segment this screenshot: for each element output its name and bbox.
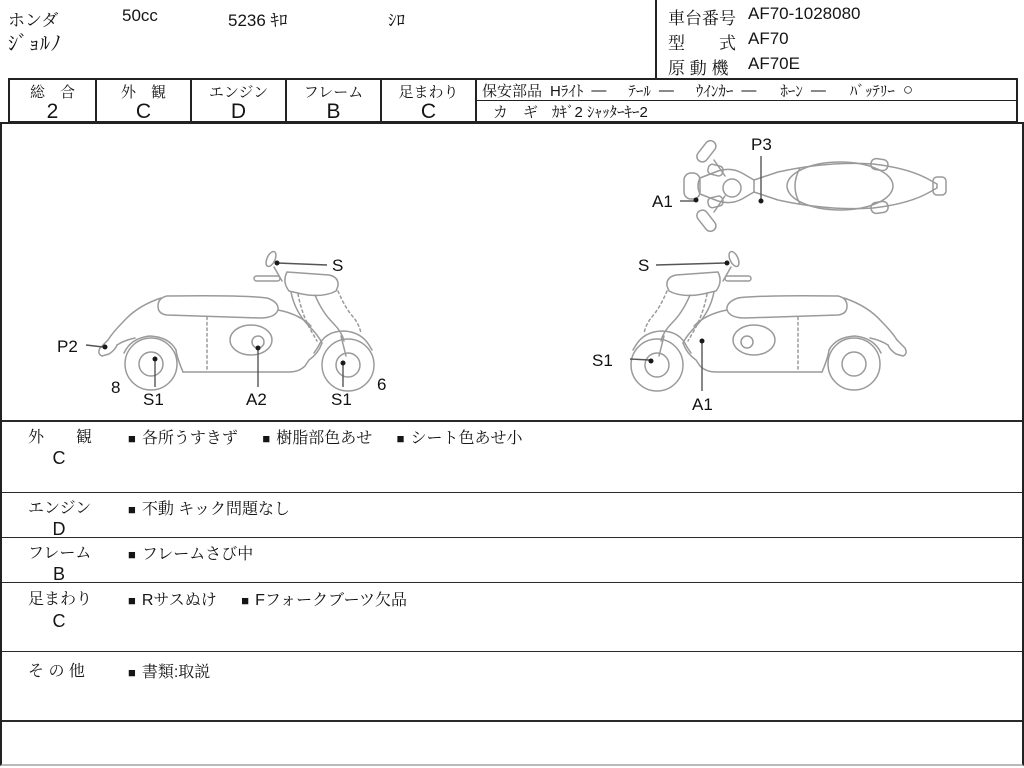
section-divider bbox=[2, 420, 1022, 422]
note-item: ■ シート色あせ小 bbox=[396, 430, 523, 447]
rating-frame bbox=[287, 80, 382, 121]
engine-model-label: 原 動 機 bbox=[668, 59, 729, 78]
note-bullet: ■ bbox=[128, 665, 136, 680]
section-frame-label: フレーム bbox=[28, 545, 92, 562]
safety-parts-row bbox=[477, 80, 1016, 101]
rating-exterior bbox=[97, 80, 192, 121]
battery-status-circle: ○ bbox=[902, 80, 914, 99]
note-item: ■ 樹脂部色あせ bbox=[262, 430, 373, 447]
section-divider bbox=[2, 537, 1022, 538]
section-divider bbox=[2, 582, 1022, 583]
rating-frame-grade: B bbox=[326, 100, 341, 123]
rating-frame-label: フレーム bbox=[303, 84, 364, 101]
damage-label-p2: P2 bbox=[57, 337, 78, 356]
top-view-leader-lines bbox=[680, 156, 764, 204]
note-bullet: ■ bbox=[128, 593, 136, 608]
damage-label-s1-rear: S1 bbox=[143, 390, 164, 409]
section-divider bbox=[2, 492, 1022, 493]
rating-overall-grade: 2 bbox=[46, 100, 59, 123]
damage-label-p3: P3 bbox=[751, 135, 772, 154]
section-frame-notes bbox=[128, 541, 273, 564]
section-exterior-grade: C bbox=[52, 448, 66, 468]
note-bullet: ■ bbox=[241, 593, 250, 608]
note-bullet: ■ bbox=[128, 502, 136, 517]
section-divider bbox=[2, 651, 1022, 652]
mileage: 5236 ｷﾛ bbox=[228, 11, 288, 30]
safety-horn: ﾎｰﾝ — bbox=[780, 81, 826, 100]
damage-label-8: 8 bbox=[111, 378, 121, 397]
damage-label-a1-top: A1 bbox=[652, 192, 673, 211]
type-label: 型 式 bbox=[668, 34, 736, 53]
rating-overall-label: 総 合 bbox=[29, 84, 75, 101]
damage-label-a2: A2 bbox=[246, 390, 267, 409]
section-undercarriage-notes bbox=[128, 587, 427, 610]
ratings-table bbox=[8, 78, 1018, 123]
scooter-left-side-diagram bbox=[55, 246, 415, 418]
rating-undercarriage-grade: C bbox=[420, 100, 437, 123]
section-engine-notes bbox=[128, 496, 310, 519]
section-engine-grade: D bbox=[52, 519, 66, 539]
type-value: AF70 bbox=[748, 29, 789, 48]
model-name: ｼﾞｮﾙﾉ bbox=[8, 33, 62, 55]
damage-label-s-left: S bbox=[332, 256, 344, 275]
scooter-top-view-illustration bbox=[684, 138, 946, 233]
rating-engine-grade: D bbox=[230, 100, 247, 123]
key-row bbox=[477, 101, 1016, 122]
safety-winker: ｳｲﾝｶｰ — bbox=[695, 81, 757, 100]
damage-label-6: 6 bbox=[377, 375, 387, 394]
safety-parts-title: 保安部品 bbox=[482, 82, 543, 100]
section-exterior-notes bbox=[128, 425, 543, 448]
damage-label-a1-side: A1 bbox=[692, 395, 713, 414]
safety-battery: ﾊﾞｯﾃﾘｰ ○ bbox=[849, 80, 914, 100]
rating-undercarriage-label: 足まわり bbox=[398, 84, 459, 101]
displacement: 50cc bbox=[122, 6, 158, 25]
note-item: ■ 書類:取説 bbox=[128, 664, 211, 681]
scooter-side-view-illustration-mirrored bbox=[631, 250, 906, 391]
chassis-number-value: AF70-1028080 bbox=[748, 4, 861, 23]
body-color: ｼﾛ bbox=[388, 11, 405, 30]
scooter-right-side-diagram bbox=[590, 246, 950, 418]
rating-exterior-grade: C bbox=[135, 100, 152, 123]
key-label: カ ギ bbox=[493, 104, 539, 121]
damage-label-s1-front-left: S1 bbox=[331, 390, 352, 409]
type-row bbox=[668, 29, 789, 54]
section-other-notes bbox=[128, 659, 230, 682]
note-bullet: ■ bbox=[262, 431, 271, 446]
damage-label-s-right: S bbox=[638, 256, 650, 275]
maker-name: ホンダ bbox=[8, 11, 59, 30]
section-undercarriage-label: 足まわり bbox=[28, 591, 93, 608]
chassis-number-label: 車台番号 bbox=[668, 9, 736, 28]
note-bullet: ■ bbox=[396, 431, 405, 446]
rating-undercarriage bbox=[382, 80, 477, 121]
note-item: ■ Rサスぬけ bbox=[128, 592, 217, 609]
section-frame-grade: B bbox=[52, 564, 65, 584]
safety-parts-cell bbox=[477, 80, 1016, 121]
section-divider bbox=[2, 720, 1022, 722]
engine-model-row bbox=[668, 54, 800, 79]
section-engine-label: エンジン bbox=[28, 500, 92, 517]
scooter-top-view-diagram bbox=[628, 126, 1020, 248]
rating-exterior-label: 外 観 bbox=[120, 84, 166, 101]
rating-overall bbox=[10, 80, 97, 121]
note-bullet: ■ bbox=[128, 547, 136, 562]
section-other-label: そ の 他 bbox=[28, 663, 85, 680]
section-exterior-label: 外 観 bbox=[28, 429, 93, 446]
rating-engine bbox=[192, 80, 287, 121]
safety-taillight: ﾃｰﾙ — bbox=[628, 81, 674, 100]
note-item: ■ Fフォークブーツ欠品 bbox=[241, 592, 407, 609]
note-item: ■ 不動 キック問題なし bbox=[128, 501, 290, 518]
damage-label-s1-right: S1 bbox=[592, 351, 613, 370]
engine-model-value: AF70E bbox=[748, 54, 800, 73]
note-item: ■ 各所うすきず bbox=[128, 430, 238, 447]
section-undercarriage-grade: C bbox=[52, 611, 66, 631]
note-item: ■ フレームさび中 bbox=[128, 546, 254, 563]
safety-headlight: Hﾗｲﾄ — bbox=[550, 81, 607, 100]
note-bullet: ■ bbox=[128, 431, 136, 446]
header-divider bbox=[655, 0, 657, 79]
key-value: ｶｷﾞ2 ｼｬｯﾀｰｷｰ2 bbox=[552, 104, 648, 121]
chassis-number-row bbox=[668, 4, 860, 29]
rating-engine-label: エンジン bbox=[208, 84, 269, 101]
